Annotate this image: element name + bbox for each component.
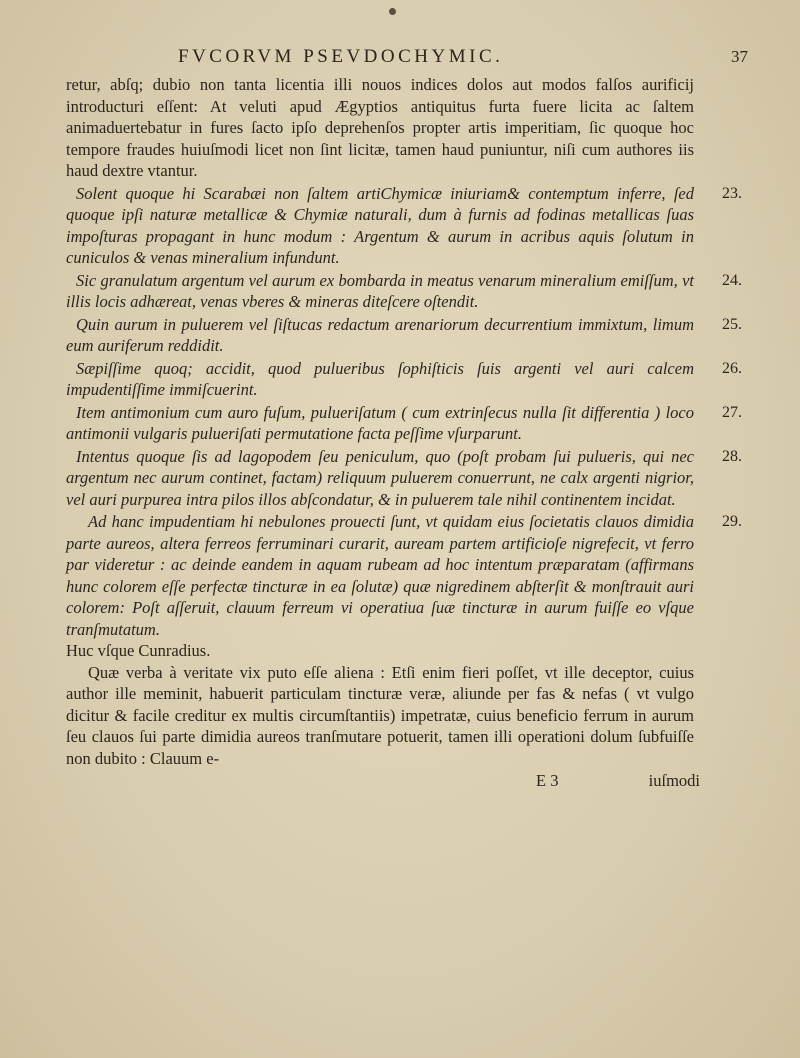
catchword: iuſmodi [648, 771, 700, 790]
page-header [178, 40, 748, 74]
margin-number: 28. [722, 447, 742, 465]
entry-23 [66, 183, 742, 269]
page-number: 37 [731, 47, 748, 66]
signature-mark: E 3 [536, 771, 559, 790]
entry-text: Sæpiſſime quoq; accidit, quod pulueribus ſophiſticis ſuis argenti vel auri calcem impudentiſſime immiſcuerint. [66, 358, 694, 399]
entry-text: Item antimonium cum auro fuſum, pulueriſatum ( cum extrinſecus nulla ſit differentia ) loco antimonii vulgaris pulueriſati permutatione facta peſſime vſurparunt. [66, 402, 694, 443]
entry-29 [66, 511, 742, 640]
entry-text: Sic granulatum argentum vel aurum ex bombarda in meatus venarum mineralium emiſſum, vt illis locis adhæreat, venas vberes & mineras diteſcere oſtendit. [66, 270, 694, 311]
entry-text: Intentus quoque ſis ad lagopodem ſeu peniculum, quo (poſt probam ſui pulueris, qui nec argentum nec aurum continet, factam) reliquum puluerem conuerrunt, ne calx argenti nigrior, vel auri purpurea intra pilos illos abſcondatur, & in puluerem tale nihil continentem incidat. [66, 446, 694, 509]
margin-number: 26. [722, 359, 742, 377]
margin-number: 29. [722, 513, 742, 530]
entry-28 [66, 446, 742, 511]
entry-text: Solent quoque hi Scarabæi non ſaltem artiChymicæ iniuriam& contemptum inferre, ſed quoque ipſi naturæ metallicæ & Chymiæ naturali, dum à furnis ad fodinas metallicas ſuas impoſturas propagant in hunc modum : Argentum & aurum in acribus aquis ſolutum in cuniculos & venas mineralium infundunt. [66, 183, 694, 267]
margin-number: 23. [722, 184, 742, 202]
page-footer [66, 769, 700, 793]
text-block [66, 74, 742, 769]
entry-26 [66, 358, 742, 401]
attribution-line: Huc vſque Cunradius. [66, 641, 211, 660]
entry-24 [66, 270, 742, 313]
margin-number: 25. [722, 315, 742, 333]
entry-27 [66, 402, 742, 445]
intro-paragraph: retur, abſq; dubio non tanta licentia illi nouos indices dolos aut modos falſos aurificij introducturi eſſent: At veluti apud Ægyptios antiquitus furta fuere licita ac ſaltem animaduertebatur in fures ſacto ipſo deprehenſos propter artis imperitiam, ſic quoque hoc tempore fraudes huiuſmodi licet non ſint licitæ, tamen haud puniuntur, niſi cum authores iis haud dextre vtantur. [66, 75, 694, 180]
margin-number: 24. [722, 271, 742, 289]
entry-25 [66, 314, 742, 357]
entry-text: Quin aurum in puluerem vel ſiſtucas redactum arenariorum decurrentium immixtum, limum eum auriferum reddidit. [66, 314, 694, 355]
entry-text: Ad hanc impudentiam hi nebulones prouecti ſunt, vt quidam eius ſocietatis clauos dimidia parte aureos, altera ferreos ferruminari curarit, auream partem artificioſe nigrefecit, vt ferro par videretur : ac deinde eandem in aquam rubeam ad hoc intentum præparatam (affirmans hunc colorem eſſe perfectæ tincturæ in ea ſolutæ) quæ nigredinem abſterſit & monſtrauit auri colorem: Poſt aſſeruit, clauum ferreum vi operatiua ſuæ tincturæ in aurum fuiſſe eo vſque tranſmutatum. [66, 512, 694, 639]
margin-number: 27. [722, 403, 742, 421]
running-title: FVCORVM PSEVDOCHYMIC. [178, 46, 504, 67]
ink-dot [389, 8, 396, 15]
closing-paragraph: Quæ verba à veritate vix puto eſſe aliena : Etſi enim fieri poſſet, vt ille deceptor, cuius author ille meminit, habuerit particulam tincturæ veræ, aliunde per fas & nefas ( vt vulgo dicitur & facile creditur ex multis circumſtantiis) impetratæ, cuius beneficio ferrum in aurum ſeu clauos ſui parte dimidia aureos tranſmutare potuerit, tamen illi operationi dolum ſubfuiſſe non dubito : Clauum e- [66, 662, 694, 768]
